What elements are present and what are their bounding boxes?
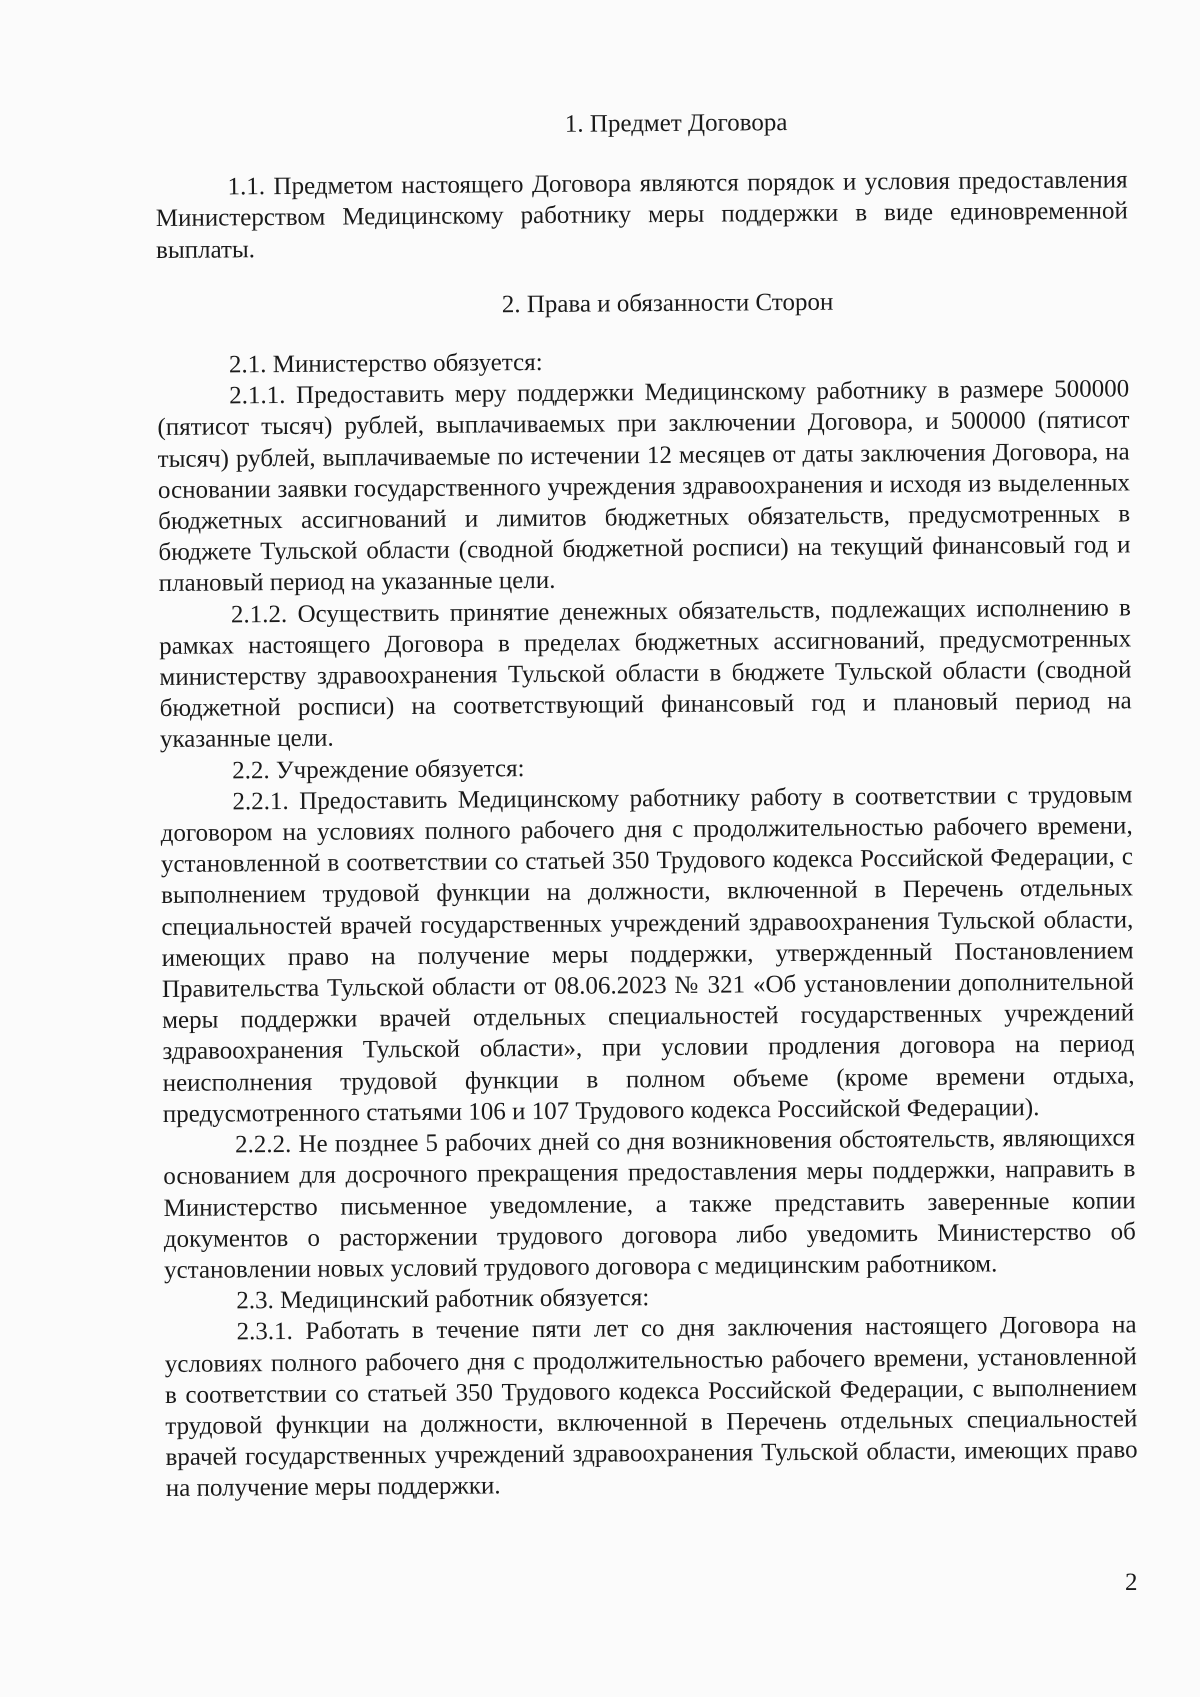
section-2-heading: 2. Права и обязанности Сторон: [501, 288, 834, 319]
paragraph-2-3: 2.3. Медицинский работник обязуется:: [236, 1284, 650, 1315]
paragraph-2-2: 2.2. Учреждение обязуется:: [232, 754, 525, 785]
paragraph-1-1: 1.1. Предметом настоящего Договора являются порядок и условия предоставления Министерством Медицинскому работнику меры поддержки в виде единовременной выплаты.: [155, 166, 1128, 264]
paragraph-2-2-1: 2.2.1. Предоставить Медицинскому работнику работу в соответствии с трудовым договором на условиях полного рабочего дня с продолжительностью рабочего времени, установленной в соответствии со статьей 350 Трудового кодекса Российской Федерации, с выполнением трудовой функции на должности, включенной в Перечень отдельных специальностей врачей государственных учреждений здравоохранения Тульской области, имеющих право на получение меры поддержки, утвержденный Постановлением Правительства Тульской области от 08.06.2023 № 321 «Об установлении дополнительной меры поддержки врачей отдельных специальностей государственных учреждений здравоохранения Тульской области», при условии продления договора на период неисполнения трудовой функции в полном объеме (кроме времени отдыха, предусмотренного статьями 106 и 107 Трудового кодекса Российской Федерации).: [160, 781, 1135, 1128]
section-1-heading: 1. Предмет Договора: [564, 109, 788, 138]
document-body: [155, 104, 1138, 1504]
paragraph-2-2-2: 2.2.2. Не позднее 5 рабочих дней со дня возникновения обстоятельств, являющихся основанием для досрочного прекращения предоставления меры поддержки, направить в Министерство письменное уведомление, а также представить заверенные копии документов о расторжении трудового договора либо уведомить Министерство об установлении новых условий трудового договора с медицинским работником.: [163, 1124, 1136, 1284]
paragraph-2-3-1: 2.3.1. Работать в течение пяти лет со дня заключения настоящего Договора на условиях полного рабочего дня с продолжительностью рабочего времени, установленной в соответствии со статьей 350 Трудового кодекса Российской Федерации, с выполнением трудовой функции на должности, включенной в Перечень отдельных специальностей врачей государственных учреждений здравоохранения Тульской области, имеющих право на получение меры поддержки.: [164, 1311, 1138, 1503]
paragraph-2-1: 2.1. Министерство обязуется:: [228, 348, 543, 379]
paragraph-2-1-2: 2.1.2. Осуществить принятие денежных обязательств, подлежащих исполнению в рамках настоящего Договора в пределах бюджетных ассигнований, предусмотренных министерству здравоохранения Тульской области в бюджете Тульской области (сводной бюджетной росписи) на соответствующий финансовый год и плановый период на указанные цели.: [159, 593, 1132, 754]
page-number: 2: [1125, 1569, 1138, 1596]
paragraph-2-1-1: 2.1.1. Предоставить меру поддержки Медицинскому работнику в размере 500000 (пятисот тысяч) рублей, выплачиваемых при заключении Договора, и 500000 (пятисот тысяч) рублей, выплачиваемые по истечении 12 месяцев от даты заключения Договора, на основании заявки государственного учреждения здравоохранения и исходя из выделенных бюджетных ассигнований и лимитов бюджетных обязательств, предусмотренных в бюджете Тульской области (сводной бюджетной росписи) на текущий финансовый год и плановый период на указанные цели.: [157, 375, 1131, 598]
